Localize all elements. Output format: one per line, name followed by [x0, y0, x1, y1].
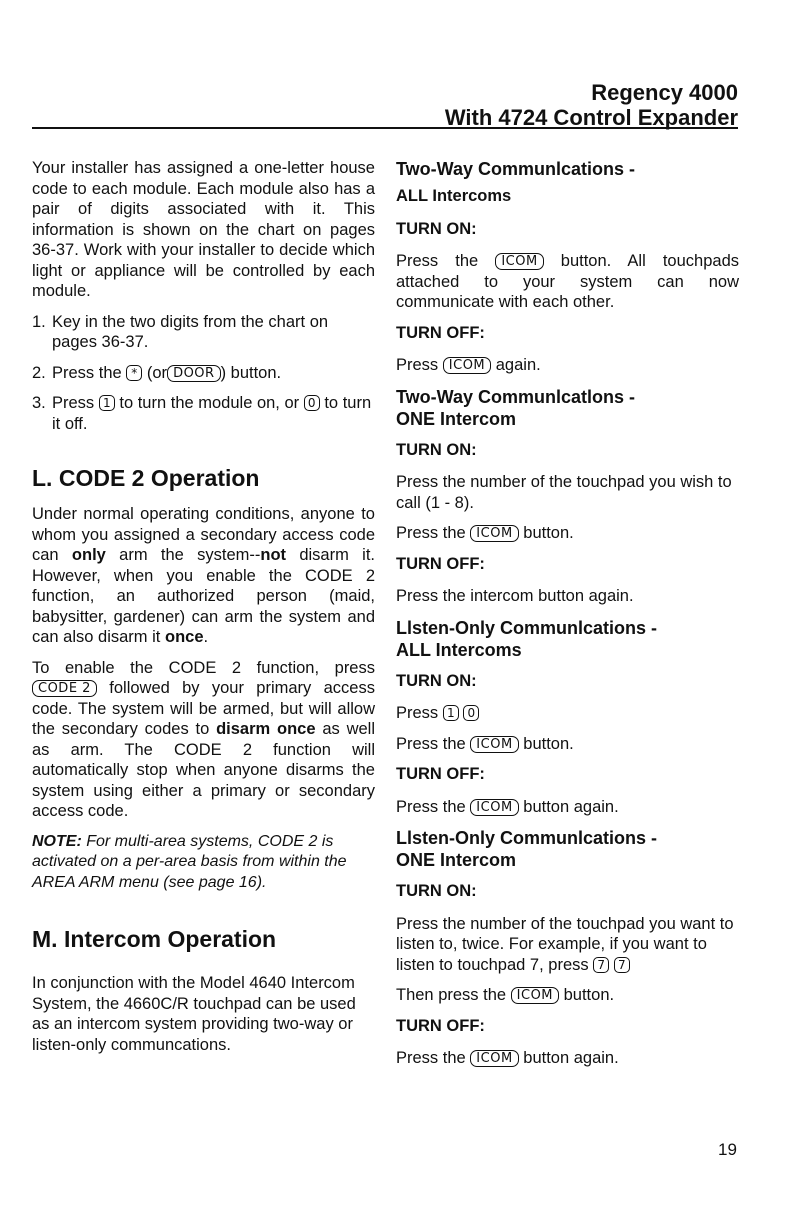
code2-key-icon: CODE 2 [32, 680, 97, 697]
s4-off-text-b: button again. [523, 1049, 619, 1067]
step-2-number: 2. [32, 363, 46, 382]
s4-on-text-a: Press the number of the touchpad you want to listen to, twice. For example, if you want to listen to touchpad 7, press [396, 914, 734, 974]
icom-key-icon: ICOM [470, 799, 518, 816]
icom-key-icon: ICOM [470, 525, 518, 542]
s3-off-text-b: button again. [523, 797, 619, 816]
listen-one-turn-on-text-2 [396, 985, 739, 1006]
s3-on-p2-text-a: Press the [396, 734, 466, 753]
step-2-text-c: ) button. [220, 363, 282, 382]
code2-p2-text-c: as well as arm. The CODE 2 function will automatically stop when anyone disarms the system using either a primary or secondary access code. [32, 720, 375, 820]
icom-key-icon: ICOM [443, 357, 491, 374]
seven-key-icon: 7 [614, 957, 630, 973]
s2-on-text-b: button. [523, 524, 574, 542]
s3-on-p2-text-b: button. [523, 734, 574, 753]
step-3-text-b: to turn the module on, or [119, 394, 300, 412]
icom-key-icon: ICOM [470, 736, 518, 753]
code2-p2-disarm-once: disarm once [216, 720, 316, 738]
right-column [396, 158, 739, 1079]
s1-off-text-a: Press [396, 356, 439, 374]
icom-key-icon: ICOM [495, 253, 543, 270]
zero-key-icon: 0 [304, 395, 320, 411]
code2-p1-text-c: disarm it. However, when you enable the CODE 2 function, an authorized person (maid, babysitter, gardener) can arm the system and can also disarm it [32, 546, 375, 646]
step-2-text-a: Press the [52, 363, 122, 382]
listen-one-turn-on-label: TURN ON: [396, 882, 477, 900]
code2-p1-text-a: Under normal operating conditions, anyone to whom you assigned a secondary access code can [32, 505, 375, 564]
door-key-icon: DOOR [167, 365, 221, 382]
left-column [32, 158, 375, 1065]
listen-all-heading: Llsten-Only Communlcations - [396, 617, 658, 638]
code2-p1-not: not [260, 546, 287, 564]
two-way-one-subheading: ONE Intercom [396, 408, 517, 429]
listen-one-subheading: ONE Intercom [396, 850, 517, 870]
step-1-text: Key in the two digits from the chart on pages 36-37. [52, 312, 329, 351]
s4-on-p2-text-a: Then press the [396, 986, 507, 1004]
two-way-all-turn-off-text [396, 355, 739, 376]
star-key-icon: * [126, 365, 142, 381]
two-way-all-turn-on-label: TURN ON: [396, 219, 477, 238]
code2-paragraph-1 [32, 504, 375, 648]
s1-on-text-a: Press the [396, 252, 479, 270]
two-way-one-turn-off-label: TURN OFF: [396, 554, 485, 573]
listen-all-turn-on-text-1 [396, 703, 739, 724]
s1-off-text-b: again. [495, 356, 541, 374]
header-rule [32, 127, 738, 129]
two-way-all-heading: Two-Way Communlcations - [396, 159, 636, 179]
code2-p1-only: only [71, 546, 106, 564]
page-number: 19 [718, 1140, 737, 1159]
note-paragraph [32, 832, 375, 894]
icom-key-icon: ICOM [511, 987, 559, 1004]
listen-all-turn-off-label: TURN OFF: [396, 765, 485, 783]
seven-key-icon: 7 [593, 957, 609, 973]
step-3-number: 3. [32, 394, 46, 412]
step-3-text-a: Press [52, 394, 95, 412]
two-way-one-turn-on-text-1: Press the number of the touchpad you wish to call (1 - 8). [396, 473, 732, 512]
s1-on-text-b: button. All touchpads attached to your system can now communicate with each other. [396, 252, 739, 311]
step-3 [32, 393, 375, 434]
zero-key-icon: 0 [463, 705, 479, 721]
section-m-heading: M. Intercom Operation [32, 926, 277, 952]
listen-one-turn-off-label: TURN OFF: [396, 1016, 485, 1035]
s2-on-text-a: Press the [396, 524, 466, 542]
code2-p2-text-a: To enable the CODE 2 function, press [32, 658, 375, 677]
two-way-one-heading: Two-Way Communlcatlons - [396, 386, 636, 407]
two-way-one-turn-on-text-2 [396, 523, 739, 544]
two-way-one-turn-on-label: TURN ON: [396, 440, 477, 459]
one-key-icon: 1 [443, 705, 459, 721]
header-title-line1: Regency 4000 [591, 80, 738, 105]
code2-p1-text-b: arm the system-- [119, 546, 261, 564]
icom-key-icon: ICOM [470, 1050, 518, 1067]
step-3-text-c: to turn it off. [52, 394, 372, 433]
listen-one-heading: Llsten-Only Communlcations - [396, 828, 658, 848]
listen-one-turn-on-text-1 [396, 914, 739, 976]
two-way-one-turn-off-text: Press the intercom button again. [396, 587, 634, 605]
header-title-line2: With 4724 Control Expander [444, 105, 738, 130]
s4-off-text-a: Press the [396, 1049, 466, 1067]
code2-paragraph-2 [32, 658, 375, 822]
two-way-all-subheading: ALL Intercoms [396, 187, 512, 205]
step-1 [32, 312, 375, 353]
one-key-icon: 1 [99, 395, 115, 411]
step-1-number: 1. [32, 312, 46, 331]
s3-off-text-a: Press the [396, 797, 466, 816]
two-way-all-turn-off-label: TURN OFF: [396, 323, 485, 342]
note-text: For multi-area systems, CODE 2 is activated on a per-area basis from within the AREA ARM menu (see page 16). [32, 832, 347, 891]
two-way-all-turn-on-text [396, 251, 739, 313]
listen-all-subheading: ALL Intercoms [396, 639, 522, 660]
code2-p2-text-b: followed by your primary access code. The system will be armed, but will allow the secondary codes to [32, 679, 375, 738]
s3-on-text-a: Press [396, 704, 439, 722]
page-header [445, 80, 738, 130]
step-2-text [52, 363, 375, 384]
step-2-text-b: (or [146, 363, 168, 382]
s4-on-p2-text-b: button. [563, 986, 615, 1004]
listen-all-turn-on-label: TURN ON: [396, 671, 477, 690]
intro-paragraph: Your installer has assigned a one-letter house code to each module. Each module also has a pair of digits associated with it. This information is shown on the chart on pages 36-37. Work with your installer to decide which light or appliance will be controlled by each module. [32, 159, 375, 300]
listen-all-turn-on-text-2 [396, 734, 739, 755]
listen-all-turn-off-text [396, 797, 739, 818]
code2-p1-text-d: . [203, 628, 209, 646]
note-label: NOTE: [32, 832, 82, 850]
intercom-paragraph: In conjunction with the Model 4640 Intercom System, the 4660C/R touchpad can be used as an intercom system providing two-way or listen-only communcations. [32, 974, 356, 1054]
code2-p1-once: once [164, 628, 204, 646]
listen-one-turn-off-text [396, 1048, 739, 1069]
step-2 [32, 363, 375, 384]
section-l-heading: L. CODE 2 Operation [32, 465, 260, 491]
step-3-text [52, 393, 375, 434]
